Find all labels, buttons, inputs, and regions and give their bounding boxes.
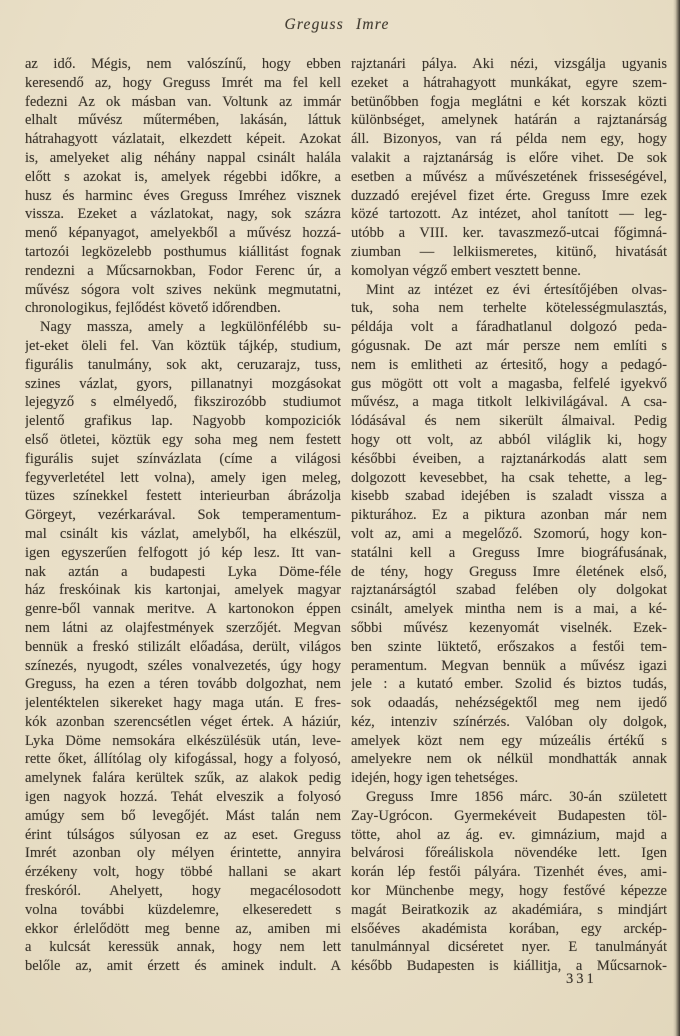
text-line: áll. Bizonyos, van rá példa nem egy, hogy: [351, 131, 667, 148]
text-line: ben szinte lüktető, erőszakos a festői tem-: [351, 638, 667, 655]
text-line: rajztanári pálya. Aki nézi, vizsgálja ugyanis: [351, 56, 667, 72]
text-line: csinált, amelyek mintha nem is a mai, a ké-: [351, 601, 667, 618]
text-line: jele : a kutató ember. Szolid és biztos tudás,: [351, 676, 667, 693]
text-line: lejegyző s elmélyedő, fikszirozóbb studiumot: [25, 394, 341, 411]
text-line: valakit a rajztanárság is előre vihet. De sok: [351, 149, 667, 166]
text-line: rendezni a Műcsarnokban, Fodor Ferenc úr, a: [25, 262, 341, 279]
text-line: első ötletei, köztük egy soha meg nem festett: [25, 431, 341, 448]
text-line: közé tartozott. Az intézet, ahol tanított — leg-: [351, 206, 667, 223]
text-line: jet-eket öleli fel. Van köztük tájkép, studium,: [25, 337, 341, 354]
text-line: Zay-Ugrócon. Gyermekéveit Budapesten töl-: [351, 807, 667, 824]
text-line: tötte, ahol az ág. ev. gimnázium, majd a: [351, 826, 667, 843]
text-line: komolyan végző embert vesztett benne.: [351, 262, 581, 279]
text-line: tanulmánnyal dicséretet nyer. E tanulmányát: [351, 939, 667, 956]
text-line: jelentéktelen sikereket hagy maga után. E fres-: [25, 695, 341, 712]
text-line: utóbb a VIII. ker. tavaszmező-utcai főgimná-: [351, 225, 667, 242]
text-line: ziumban — lelkiismeretes, kitünő, hivatását: [351, 243, 667, 260]
text-line: nak aztán a budapesti Lyka Döme-féle: [25, 563, 341, 580]
text-line: is, amelyeket alig néhány nappal csinált halála: [25, 149, 341, 166]
text-line: művész, a maga titkolt lelkivilágával. A csa-: [351, 394, 667, 411]
text-line: dolgozott kevesebbet, ha csak tehette, a leg-: [351, 469, 667, 486]
text-line: sőbbi művész kezenyomát viselnék. Ezek-: [351, 619, 667, 636]
text-line: kók azonban szerencsétlen véget értek. A háziúr,: [25, 713, 341, 730]
text-line: később Budapesten is kiállitja, a Műcsarnok-: [351, 958, 667, 975]
text-line: tüzes színekkel festett interieurban ábrázolja: [25, 488, 341, 505]
text-line: kéz, intenziv színérzés. Valóban oly dolgok,: [351, 713, 667, 730]
text-line: fegyverletétel lett volna), amely igen meleg,: [25, 469, 341, 486]
text-line: figurális tanulmány, sok akt, ceruzarajz, tuss,: [25, 356, 341, 373]
text-line: ekkor érlelődött meg benne az, amiben mi: [25, 920, 341, 937]
text-line: mal csinált kis vázlat, amelyből, ha elkészül,: [25, 525, 341, 542]
text-line: genre-ből vannak meritve. A kartonokon éppen: [25, 601, 341, 618]
text-line: lódásával és nem sikerült álmaival. Pedig: [351, 413, 667, 430]
text-line: nem is emlitheti az értesitő, hogy a pedagó-: [351, 356, 667, 373]
text-line: belőle az, amit érzett és aminek indult. A: [25, 958, 341, 975]
text-line: idején, hogy igen tehetséges.: [351, 770, 519, 787]
text-line: Imrét azonban oly mélyen érintette, annyira: [25, 845, 341, 862]
text-line: példája volt a fáradhatlanul dolgozó peda-: [351, 319, 667, 336]
text-line: pikturához. Ez a piktura azonban már nem: [351, 507, 667, 524]
text-line: a kulcsát keressük annak, hogy nem lett: [25, 939, 341, 956]
text-line: kor Münchenbe megy, hogy festővé képezze: [351, 883, 667, 900]
text-line: nem látni az olajfestmények szerzőjét. Megvan: [25, 619, 341, 636]
text-line: peramentum. Megvan bennük a művész igazi: [351, 657, 667, 674]
text-line: amelynek falára kerültek szűk, az alakok pedig: [25, 770, 341, 787]
text-line: Greguss Imre 1856 márc. 30-án született: [366, 789, 667, 806]
text-line: amúgy sem bő levegőjét. Mást talán nem: [25, 807, 341, 824]
text-line: de tény, hogy Greguss Imre életének első,: [351, 563, 667, 580]
text-line: jelentő grafikus lap. Nagyobb kompoziciók: [25, 413, 341, 430]
text-line: Nagy massza, amely a legkülönfélébb su-: [40, 319, 341, 336]
text-line: gus mögött ott volt a magasba, felfelé igyekvő: [351, 375, 667, 392]
text-line: előtt s azokat is, amelyek régebbi időkre, a: [25, 168, 341, 185]
page-number: 331: [566, 971, 597, 987]
text-line: igen egyszerűen felfogott jó kép lesz. Itt van-: [25, 544, 341, 561]
text-line: husz és harminc éves Greguss Imréhez visznek: [25, 187, 341, 204]
text-line: freskóról. Ahelyett, hogy megacélosodott: [25, 883, 341, 900]
scan-edge-shadow: [673, 0, 680, 1036]
text-line: érzékeny volt, hogy többé hallani se akart: [25, 864, 341, 881]
text-line: ezeket a hátrahagyott munkákat, egyre szem-: [351, 74, 667, 91]
text-line: duzzadó erejével fizet érte. Greguss Imre ezek: [351, 187, 667, 204]
text-line: korán lép festői pályára. Tizenhét éves, ami-: [351, 864, 667, 881]
text-line: volt az, ami a megelőző. Szomorú, hogy kon-: [351, 525, 667, 542]
text-line: keresendő az, hogy Greguss Imrét ma fel kell: [25, 74, 341, 91]
text-line: tuk, soha nem terhelte kötelességmulasztás,: [351, 300, 667, 317]
text-line: az idő. Mégis, nem valószínű, hogy ebben: [25, 56, 341, 72]
text-line: volna további küzdelemre, elkeseredett s: [25, 901, 341, 918]
text-line: Mint az intézet ez évi értesítőjében olvas-: [366, 281, 667, 298]
text-line: hátrahagyott vázlatait, elkezdett képeit. Azokat: [25, 131, 341, 148]
text-line: esetben a művész a művészetének frisseségével,: [351, 168, 667, 185]
text-line: elhalt művész műtermében, lakásán, láttuk: [25, 112, 341, 129]
text-line: fedezni Az ok másban van. Voltunk az immár: [25, 93, 341, 110]
text-line: érint túlságos súlyosan ez az eset. Greguss: [25, 826, 341, 843]
text-line: sok odaadás, nehézségektől meg nem ijedő: [351, 695, 667, 712]
text-column-left: [25, 55, 341, 976]
text-line: művész sógora volt szives nekünk megmutatni,: [25, 281, 341, 298]
text-line: menő képanyagot, amelyekből a művész hozzá-: [25, 225, 341, 242]
text-line: kisebb szabad idejében is szaladt vissza a: [351, 488, 667, 505]
text-line: különbséget, amelynek határán a rajztanárság: [351, 112, 667, 129]
text-line: igen nagyok hozzá. Tehát elveszik a folyosó: [25, 789, 341, 806]
text-line: későbbi éveiben, a rajztanárkodás alatt sem: [351, 450, 667, 467]
text-line: elsőéves akadémista korában, egy arckép-: [351, 920, 667, 937]
text-line: szines vázlat, gyors, pillanatnyi mozgásokat: [25, 375, 341, 392]
text-line: amelyekre nem ok nélkül mondhatták annak: [351, 751, 667, 768]
text-line: betünőbben fogja meglátni e két korszak közti: [351, 93, 667, 110]
text-line: figurális sujet színvázlata (címe a világosi: [25, 450, 341, 467]
text-line: magát Beiratkozik az akadémiára, s mindjárt: [351, 901, 667, 918]
text-line: tartozói legközelebb posthumus kiállitást fognak: [25, 243, 341, 260]
text-line: amelyek közt nem egy múzeális értékű s: [351, 732, 667, 749]
text-line: ház freskóinak kis kartonjai, amelyek magyar: [25, 582, 341, 599]
text-line: hogy ott volt, az abból világlik ki, hogy: [351, 431, 667, 448]
text-line: chronologikus, fejlődést követő időrendben.: [25, 300, 281, 317]
text-line: bennük a freskó stilizált előadása, derült, világos: [25, 638, 341, 655]
text-line: színezés, nyugodt, széles vonalvezetés, úgy hogy: [25, 657, 341, 674]
text-line: rajztanárságtól szabad felében oly dolgokat: [351, 582, 667, 599]
running-header: Greguss Imre: [284, 16, 390, 33]
text-line: Görgeyt, vezérkarával. Sok temperamentum-: [25, 507, 341, 524]
text-line: Greguss, ha ezen a téren tovább dolgozhat, nem: [25, 676, 341, 693]
text-line: statálni kell a Greguss Imre biográfusának,: [351, 544, 667, 561]
text-column-right: [351, 55, 667, 976]
text-line: Lyka Döme nemsokára elkészülésük után, leve-: [25, 732, 341, 749]
text-line: vissza. Ezeket a vázlatokat, nagy, sok százra: [25, 206, 341, 223]
text-line: belvárosi főreáliskola növendéke lett. Igen: [351, 845, 667, 862]
text-line: gógusnak. De azt már persze nem említi s: [351, 337, 667, 354]
text-line: rette őket, állítólag oly kifogással, hogy a folyosó,: [25, 751, 341, 768]
